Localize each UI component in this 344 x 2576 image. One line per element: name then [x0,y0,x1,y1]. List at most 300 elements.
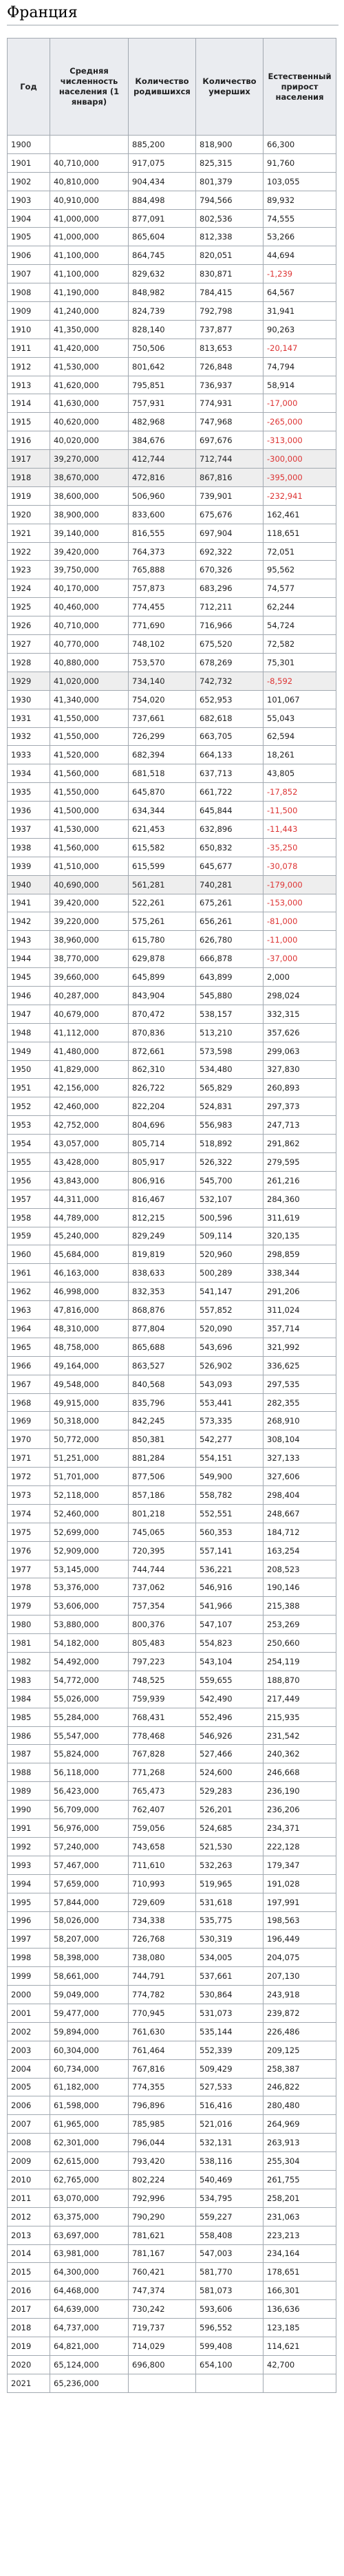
cell-population: 57,659,000 [50,1874,129,1893]
table-row [8,857,336,875]
table-row [8,191,336,209]
cell-births: 761,630 [129,2022,196,2041]
cell-deaths: 532,107 [196,1190,264,1208]
cell-population: 41,100,000 [50,246,129,265]
cell-population: 39,660,000 [50,968,129,987]
cell-year: 2009 [8,2152,50,2171]
cell-growth: 291,206 [264,1282,336,1301]
cell-births: 800,376 [129,1616,196,1634]
cell-growth: 298,024 [264,986,336,1005]
cell-births: 778,468 [129,1726,196,1745]
cell-births: 816,555 [129,524,196,542]
cell-deaths: 534,480 [196,1060,264,1079]
cell-year: 1915 [8,413,50,431]
cell-population: 62,615,000 [50,2152,129,2171]
cell-year: 1944 [8,949,50,968]
cell-population: 58,661,000 [50,1967,129,1986]
cell-births: 767,828 [129,1745,196,1763]
cell-growth: 178,651 [264,2263,336,2282]
cell-year: 2013 [8,2226,50,2244]
table-row [8,1837,336,1856]
cell-population: 48,758,000 [50,1338,129,1356]
cell-deaths: 747,968 [196,413,264,431]
table-row [8,2115,336,2134]
cell-growth: 321,992 [264,1338,336,1356]
cell-population: 55,284,000 [50,1708,129,1726]
table-row [8,2170,336,2189]
cell-year: 1927 [8,635,50,654]
cell-growth: 280,480 [264,2096,336,2115]
cell-deaths: 559,655 [196,1671,264,1689]
cell-deaths: 524,685 [196,1819,264,1838]
cell-deaths: 545,880 [196,986,264,1005]
cell-population: 40,710,000 [50,153,129,172]
cell-deaths: 549,900 [196,1468,264,1486]
cell-population: 41,520,000 [50,746,129,764]
cell-year: 1969 [8,1412,50,1430]
header-births[interactable]: Количество родившихся [129,39,196,136]
cell-growth: 190,146 [264,1578,336,1597]
cell-births: 884,498 [129,191,196,209]
cell-births: 759,939 [129,1689,196,1708]
cell-growth: 2,000 [264,968,336,987]
cell-year: 1988 [8,1763,50,1782]
cell-population: 49,915,000 [50,1393,129,1412]
cell-growth: 90,263 [264,320,336,339]
cell-deaths: 552,496 [196,1708,264,1726]
cell-population: 50,318,000 [50,1412,129,1430]
cell-year: 1928 [8,653,50,672]
cell-year: 1976 [8,1541,50,1560]
cell-births: 864,745 [129,246,196,265]
cell-population: 40,020,000 [50,431,129,450]
table-row [8,542,336,561]
cell-births: 753,570 [129,653,196,672]
cell-births: 865,688 [129,1338,196,1356]
cell-deaths: 554,823 [196,1634,264,1653]
cell-deaths: 560,353 [196,1523,264,1541]
table-row [8,1986,336,2004]
table-row [8,2282,336,2300]
table-row [8,1468,336,1486]
table-row [8,1449,336,1468]
cell-deaths: 692,322 [196,542,264,561]
cell-births: 885,200 [129,136,196,154]
cell-population: 55,547,000 [50,1726,129,1745]
cell-year: 2010 [8,2170,50,2189]
cell-population: 54,772,000 [50,1671,129,1689]
cell-deaths: 675,676 [196,505,264,524]
cell-births: 877,804 [129,1320,196,1338]
cell-population: 41,530,000 [50,819,129,838]
cell-population: 39,220,000 [50,912,129,931]
cell-deaths: 557,141 [196,1541,264,1560]
cell-deaths: 520,090 [196,1320,264,1338]
cell-deaths: 500,289 [196,1264,264,1282]
table-row [8,1874,336,1893]
table-row [8,394,336,413]
cell-year: 1902 [8,172,50,191]
table-row [8,727,336,746]
cell-growth: 234,371 [264,1819,336,1838]
cell-births: 829,249 [129,1227,196,1245]
table-row [8,413,336,431]
cell-births: 750,506 [129,339,196,357]
cell-year: 1937 [8,819,50,838]
cell-births: 768,431 [129,1708,196,1726]
cell-year: 1925 [8,598,50,616]
cell-year: 1951 [8,1079,50,1097]
cell-deaths: 547,003 [196,2244,264,2263]
cell-population: 48,310,000 [50,1320,129,1338]
cell-growth: 215,935 [264,1708,336,1726]
table-row [8,431,336,450]
cell-births: 806,916 [129,1171,196,1190]
cell-year: 2003 [8,2041,50,2059]
table-row [8,1560,336,1578]
cell-deaths: 543,104 [196,1653,264,1671]
cell-population: 55,824,000 [50,1745,129,1763]
cell-births: 805,917 [129,1152,196,1171]
cell-deaths: 726,848 [196,357,264,376]
cell-year: 1947 [8,1005,50,1023]
cell-births: 719,737 [129,2319,196,2337]
cell-births: 801,642 [129,357,196,376]
cell-deaths: 552,339 [196,2041,264,2059]
cell-population: 52,118,000 [50,1486,129,1505]
cell-deaths: 541,966 [196,1597,264,1616]
cell-deaths: 581,073 [196,2282,264,2300]
cell-growth: 74,555 [264,209,336,228]
cell-growth: 231,063 [264,2207,336,2226]
cell-deaths: 535,144 [196,2022,264,2041]
cell-deaths: 554,151 [196,1449,264,1468]
cell-growth: 327,133 [264,1449,336,1468]
table-row [8,1893,336,1911]
cell-growth: 298,404 [264,1486,336,1505]
cell-year: 1909 [8,302,50,321]
table-row [8,2207,336,2226]
table-row [8,1486,336,1505]
cell-births: 759,056 [129,1819,196,1838]
table-row [8,320,336,339]
cell-deaths: 678,269 [196,653,264,672]
cell-deaths: 540,469 [196,2170,264,2189]
cell-population: 40,460,000 [50,598,129,616]
cell-deaths: 801,379 [196,172,264,191]
cell-population: 44,311,000 [50,1190,129,1208]
cell-deaths: 547,107 [196,1616,264,1634]
cell-year: 1940 [8,875,50,894]
cell-year: 1958 [8,1208,50,1227]
cell-growth: 239,872 [264,2004,336,2022]
cell-population: 43,428,000 [50,1152,129,1171]
cell-population: 40,910,000 [50,191,129,209]
cell-growth: 123,185 [264,2319,336,2337]
cell-births: 904,434 [129,172,196,191]
cell-growth: 207,130 [264,1967,336,1986]
cell-population: 41,340,000 [50,690,129,709]
cell-year: 1968 [8,1393,50,1412]
cell-births: 848,982 [129,283,196,302]
cell-births: 835,796 [129,1393,196,1412]
cell-growth: 250,660 [264,1634,336,1653]
cell-growth: 198,563 [264,1911,336,1930]
cell-population: 40,710,000 [50,616,129,635]
cell-year: 1930 [8,690,50,709]
cell-population: 53,880,000 [50,1616,129,1634]
cell-growth: 54,724 [264,616,336,635]
table-row [8,598,336,616]
cell-growth: -37,000 [264,949,336,968]
cell-deaths: 712,744 [196,450,264,469]
cell-growth: 243,918 [264,1986,336,2004]
cell-population: 57,844,000 [50,1893,129,1911]
cell-deaths: 543,696 [196,1338,264,1356]
cell-year: 2006 [8,2096,50,2115]
cell-deaths: 500,596 [196,1208,264,1227]
cell-growth: 311,024 [264,1301,336,1320]
cell-year: 1967 [8,1375,50,1393]
table-row [8,1152,336,1171]
cell-year: 1971 [8,1449,50,1468]
cell-births: 870,472 [129,1005,196,1023]
cell-births: 748,102 [129,635,196,654]
cell-year: 2004 [8,2059,50,2078]
cell-population: 38,900,000 [50,505,129,524]
cell-growth: 264,969 [264,2115,336,2134]
cell-year: 1920 [8,505,50,524]
table-row [8,1190,336,1208]
cell-population: 41,530,000 [50,357,129,376]
cell-births: 804,696 [129,1116,196,1135]
cell-births: 850,381 [129,1430,196,1449]
cell-year: 1998 [8,1949,50,1967]
cell-year: 1945 [8,968,50,987]
cell-population: 59,049,000 [50,1986,129,2004]
cell-births: 832,353 [129,1282,196,1301]
cell-population: 39,420,000 [50,542,129,561]
table-row [8,1726,336,1745]
cell-births: 771,690 [129,616,196,635]
table-row [8,1208,336,1227]
cell-growth: 255,304 [264,2152,336,2171]
cell-growth: 103,055 [264,172,336,191]
cell-population: 39,140,000 [50,524,129,542]
cell-year: 2014 [8,2244,50,2263]
cell-year: 1962 [8,1282,50,1301]
cell-deaths: 526,902 [196,1356,264,1375]
table-row [8,2096,336,2115]
cell-population: 42,752,000 [50,1116,129,1135]
cell-births: 711,610 [129,1856,196,1874]
table-row [8,505,336,524]
cell-deaths: 521,016 [196,2115,264,2134]
cell-deaths: 632,896 [196,819,264,838]
cell-births: 738,080 [129,1949,196,1967]
table-row [8,672,336,690]
cell-growth: 226,486 [264,2022,336,2041]
cell-year: 2015 [8,2263,50,2282]
cell-births: 812,215 [129,1208,196,1227]
cell-year: 1979 [8,1597,50,1616]
cell-year: 1982 [8,1653,50,1671]
cell-deaths: 825,315 [196,153,264,172]
table-row [8,690,336,709]
cell-population: 64,639,000 [50,2300,129,2319]
table-row [8,2319,336,2337]
header-population[interactable]: Средняя численность населения (1 января) [50,39,129,136]
cell-deaths: 526,322 [196,1152,264,1171]
cell-population: 38,670,000 [50,469,129,487]
cell-deaths: 643,899 [196,968,264,987]
cell-growth: -11,443 [264,819,336,838]
cell-growth: 64,567 [264,283,336,302]
cell-year: 1919 [8,486,50,505]
cell-deaths: 740,281 [196,875,264,894]
cell-deaths: 541,147 [196,1282,264,1301]
table-row [8,2152,336,2171]
cell-births: 744,744 [129,1560,196,1578]
cell-births: 829,632 [129,265,196,283]
cell-births: 781,621 [129,2226,196,2244]
cell-population [50,136,129,154]
table-row [8,819,336,838]
cell-population: 41,560,000 [50,838,129,857]
cell-deaths: 675,520 [196,635,264,654]
cell-year: 1972 [8,1468,50,1486]
table-row [8,1689,336,1708]
cell-year: 1904 [8,209,50,228]
cell-births: 696,800 [129,2355,196,2374]
cell-growth: 62,244 [264,598,336,616]
cell-year: 1980 [8,1616,50,1634]
cell-population: 62,301,000 [50,2134,129,2152]
header-deaths[interactable]: Количество умерших [196,39,264,136]
cell-deaths: 736,937 [196,376,264,394]
cell-growth: 332,315 [264,1005,336,1023]
cell-births: 862,310 [129,1060,196,1079]
cell-deaths: 519,965 [196,1874,264,1893]
table-row [8,153,336,172]
table-row [8,1412,336,1430]
cell-births: 872,661 [129,1042,196,1060]
header-year[interactable]: Год [8,39,50,136]
table-row [8,1430,336,1449]
cell-deaths: 531,073 [196,2004,264,2022]
cell-births: 714,029 [129,2337,196,2355]
cell-population: 41,112,000 [50,1023,129,1042]
cell-births: 828,140 [129,320,196,339]
cell-year: 1974 [8,1504,50,1523]
cell-deaths: 739,901 [196,486,264,505]
cell-births: 795,851 [129,376,196,394]
cell-births: 802,224 [129,2170,196,2189]
table-row [8,1708,336,1726]
cell-deaths: 524,600 [196,1763,264,1782]
cell-births: 734,140 [129,672,196,690]
table-row [8,1005,336,1023]
cell-population: 41,630,000 [50,394,129,413]
cell-growth: -8,592 [264,672,336,690]
cell-growth: 236,206 [264,1801,336,1819]
cell-births: 745,065 [129,1523,196,1541]
cell-year: 2018 [8,2319,50,2337]
cell-growth: 261,216 [264,1171,336,1190]
cell-year: 1942 [8,912,50,931]
cell-births: 561,281 [129,875,196,894]
cell-growth: 338,344 [264,1264,336,1282]
cell-growth: 62,594 [264,727,336,746]
cell-growth: 231,542 [264,1726,336,1745]
table-row [8,1264,336,1282]
cell-deaths: 645,844 [196,802,264,820]
cell-deaths: 542,277 [196,1430,264,1449]
cell-year: 2021 [8,2374,50,2392]
cell-growth: 284,360 [264,1190,336,1208]
cell-population: 61,965,000 [50,2115,129,2134]
cell-deaths: 557,852 [196,1301,264,1320]
table-row [8,2059,336,2078]
cell-deaths: 565,829 [196,1079,264,1097]
table-row [8,894,336,912]
table-row [8,283,336,302]
table-row [8,616,336,635]
cell-population: 39,750,000 [50,561,129,579]
cell-year: 1948 [8,1023,50,1042]
cell-population: 41,550,000 [50,709,129,727]
cell-year: 1955 [8,1152,50,1171]
cell-year: 1903 [8,191,50,209]
table-row [8,469,336,487]
cell-growth: -35,250 [264,838,336,857]
cell-births: 824,739 [129,302,196,321]
cell-deaths: 654,100 [196,2355,264,2374]
cell-births: 833,600 [129,505,196,524]
table-row [8,2022,336,2041]
cell-population: 41,190,000 [50,283,129,302]
table-row [8,1819,336,1838]
cell-year: 1975 [8,1523,50,1541]
cell-population: 61,598,000 [50,2096,129,2115]
cell-growth: 188,870 [264,1671,336,1689]
cell-year: 1973 [8,1486,50,1505]
cell-births: 634,344 [129,802,196,820]
cell-deaths: 529,283 [196,1782,264,1801]
cell-population: 59,477,000 [50,2004,129,2022]
cell-births: 770,945 [129,2004,196,2022]
table-row [8,136,336,154]
cell-births: 843,904 [129,986,196,1005]
table-header-row [8,39,336,136]
table-body [8,136,336,2393]
cell-year: 1938 [8,838,50,857]
header-growth[interactable]: Естественный прирост населения [264,39,336,136]
cell-growth: 101,067 [264,690,336,709]
cell-population: 41,550,000 [50,727,129,746]
table-row [8,1042,336,1060]
cell-population: 62,765,000 [50,2170,129,2189]
table-row [8,1745,336,1763]
cell-population: 38,770,000 [50,949,129,968]
cell-year: 1939 [8,857,50,875]
table-row [8,2263,336,2282]
cell-growth: -1,239 [264,265,336,283]
cell-growth: 58,914 [264,376,336,394]
cell-growth: 91,760 [264,153,336,172]
cell-births: 822,204 [129,1097,196,1116]
cell-births: 760,421 [129,2263,196,2282]
